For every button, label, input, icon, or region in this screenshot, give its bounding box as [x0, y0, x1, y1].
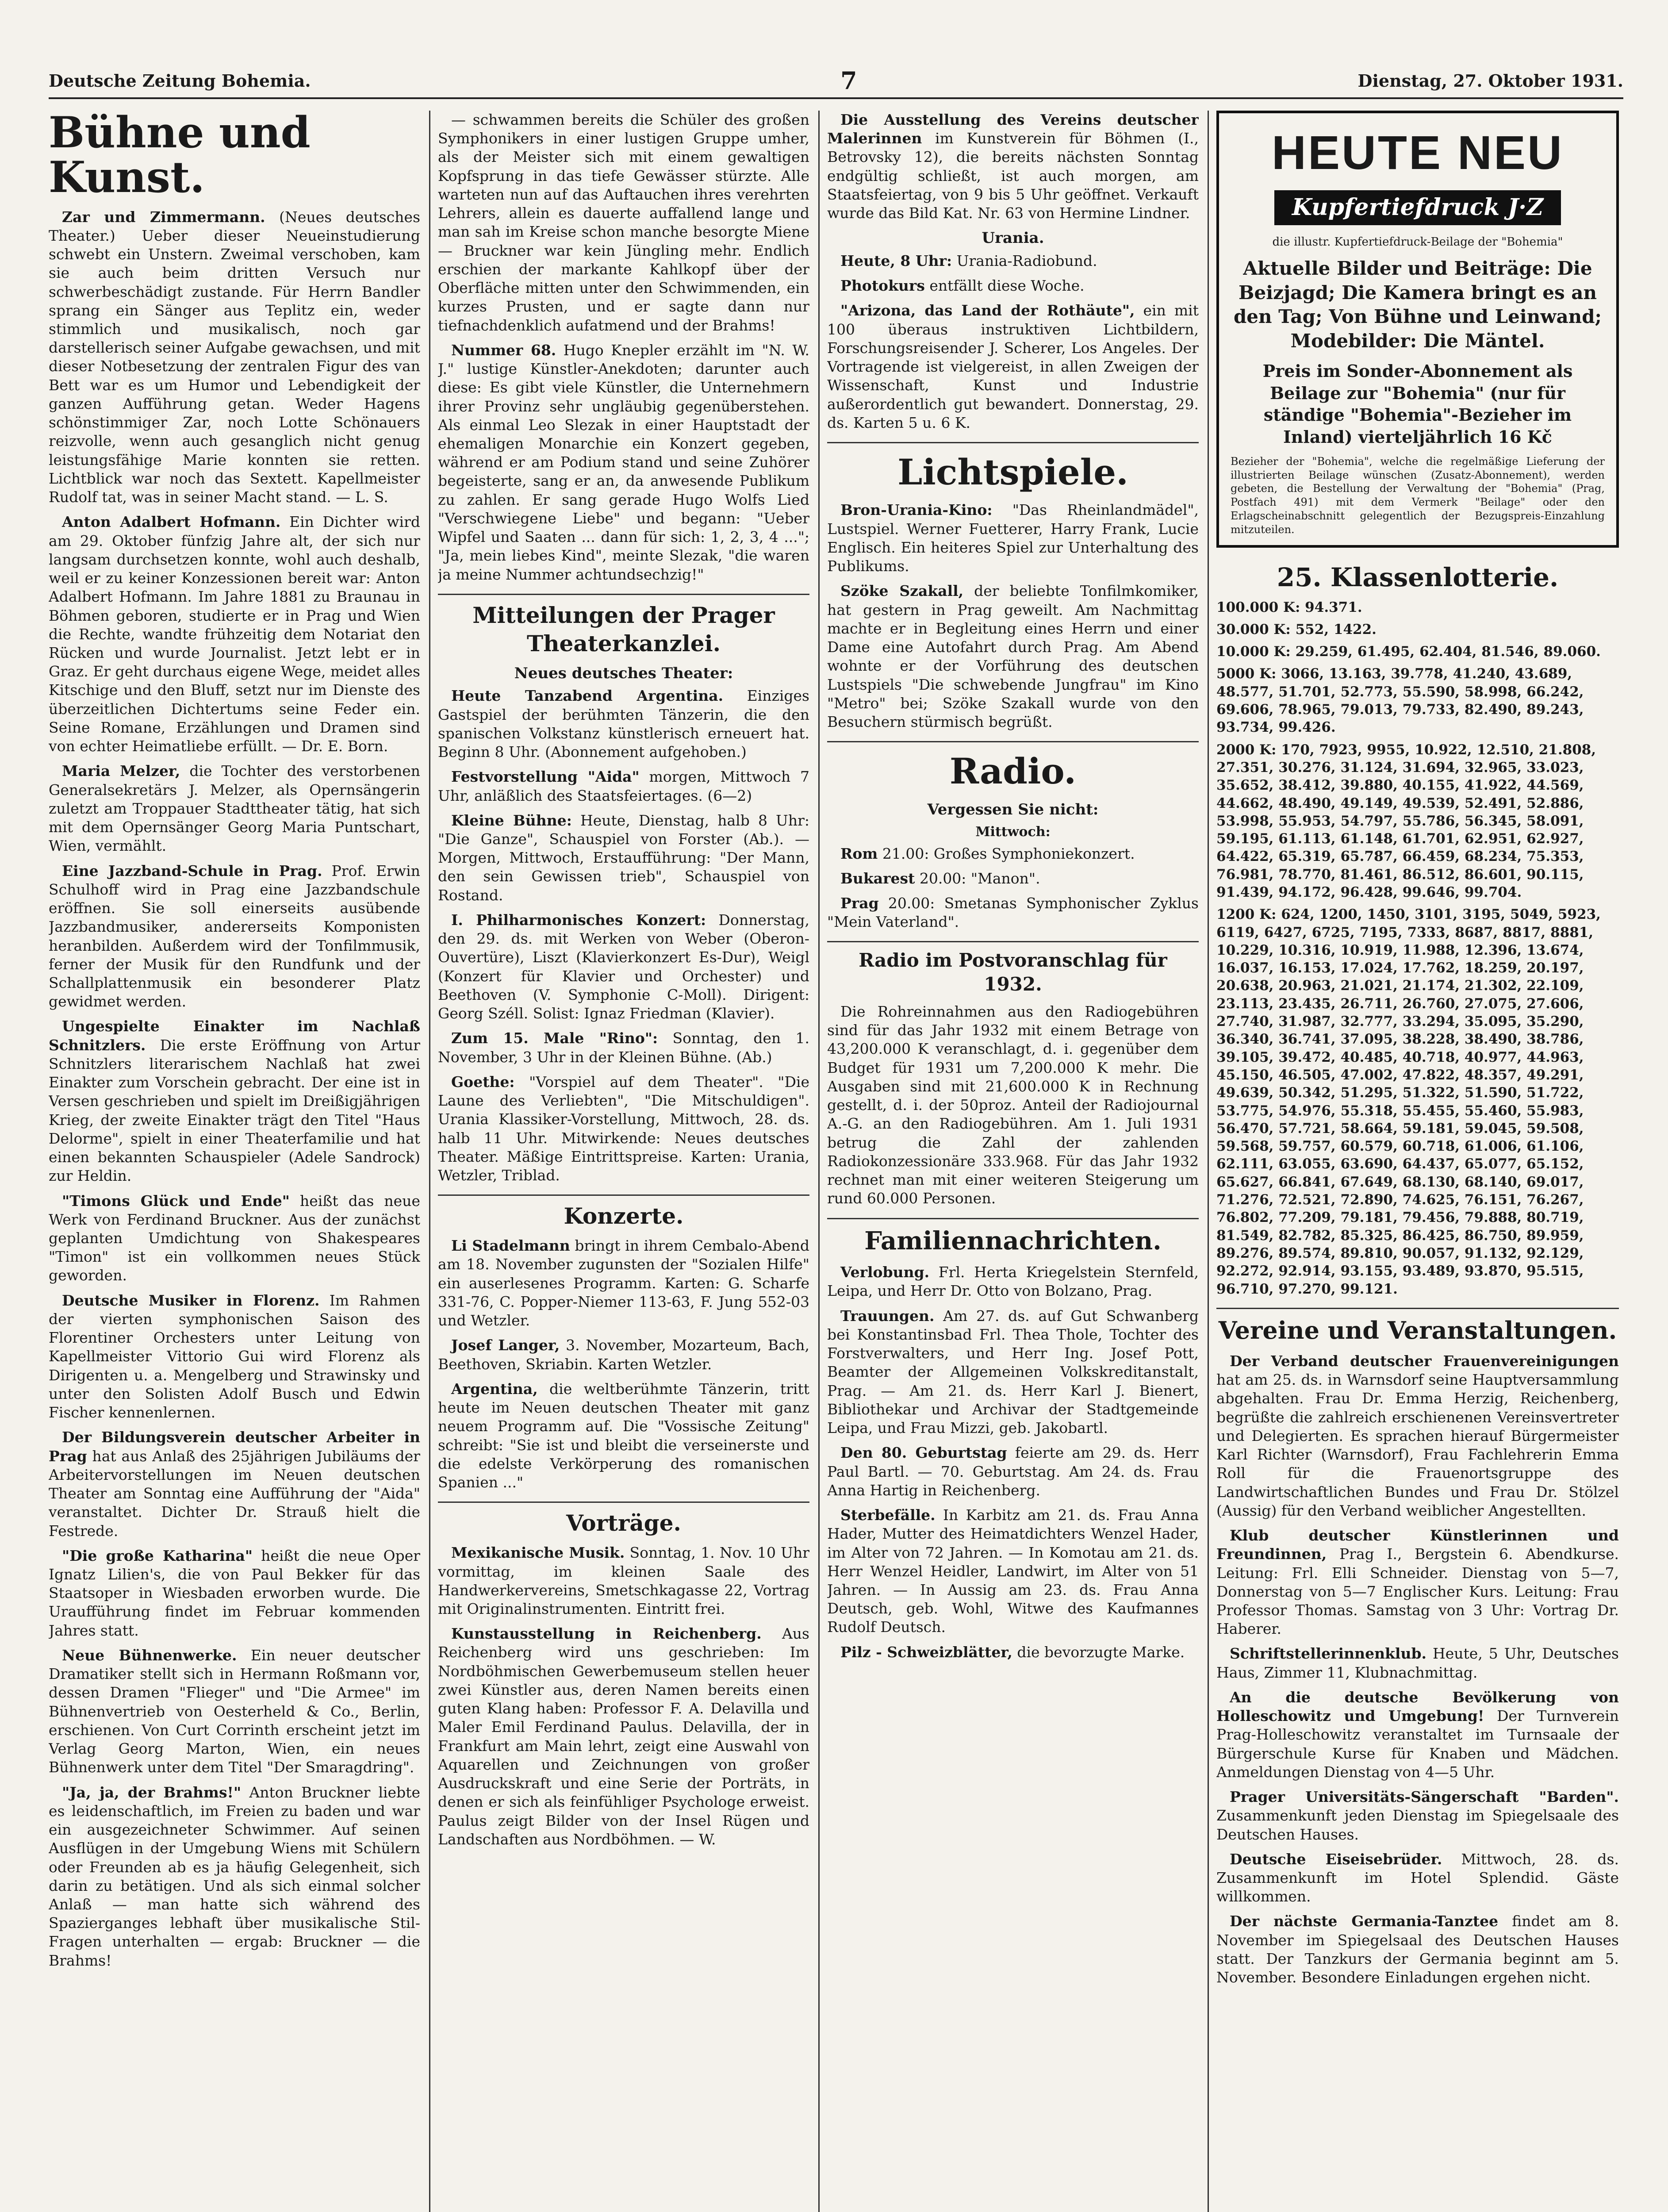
article-heading: Deutsche Eiseisebrüder.	[1230, 1850, 1442, 1868]
article	[438, 1624, 809, 1849]
article-heading: Prag	[840, 895, 879, 912]
article	[49, 1291, 420, 1422]
article-body: Prof. Erwin Schulhoff wird in Prag eine Jazzbandschule eröffnen. Sie soll einerseits ausübende Jazzbandmusiker, andererseits Komponisten heranbilden. Außerdem wird der Tonfilmmusik, ferner der Musik für den Rundfunk und der Schallplattenmusik ein besonderer Platz gewidmet werden.	[49, 862, 420, 1010]
article	[438, 1237, 809, 1330]
article-heading: Heute Tanzabend Argentina.	[451, 687, 724, 705]
article-body: Prag I., Bergstein 6. Abendkurse. Leitung: Frl. Elli Schneider. Dienstag von 5—7, Donnerstag von 5—7 Englischer Kurs. Leitung: Frau Professor Thomas. Samstag von 3 Uhr: Vortrag Dr. Haberer.	[1216, 1545, 1619, 1638]
section-title-vereine: Vereine und Veranstaltungen.	[1216, 1308, 1619, 1346]
lottery-line: 100.000 K: 94.371.	[1216, 599, 1362, 615]
section-title-buehne: Bühne und Kunst.	[49, 111, 311, 202]
lottery-line: 30.000 K: 552, 1422.	[1216, 621, 1377, 637]
article-heading: Mexikanische Musik.	[451, 1544, 625, 1562]
article	[827, 111, 1199, 223]
article	[827, 845, 1199, 863]
article-heading: Verlobung.	[840, 1263, 930, 1281]
article	[438, 768, 809, 805]
article-heading: Kunstausstellung in Reichenberg.	[451, 1625, 762, 1643]
article-heading: "Ja, ja, der Brahms!"	[62, 1783, 242, 1801]
club-notices	[1216, 1352, 1619, 1987]
article-heading: Li Stadelmann	[451, 1237, 570, 1255]
article-heading: Pilz - Schweizblätter,	[840, 1643, 1012, 1661]
article-body: die bevorzugte Marke.	[1012, 1643, 1185, 1661]
article-heading: An die deutsche Bevölkerung von Holleschowitz und Umgebung!	[1216, 1688, 1619, 1725]
article-heading: "Die große Katharina"	[62, 1547, 253, 1564]
subsection-title: Neues deutsches Theater:	[514, 664, 733, 682]
article	[438, 911, 809, 1023]
article-body: Sonntag, den 1. November, 3 Uhr in der Kleinen Bühne. (Ab.)	[438, 1029, 809, 1066]
article-heading: Bukarest	[840, 869, 915, 887]
section-title-urania: Urania.	[982, 229, 1044, 247]
article-heading: Klub deutscher Künstlerinnen und Freundinnen,	[1216, 1527, 1619, 1563]
article	[827, 1506, 1199, 1637]
article-heading: Neue Bühnenwerke.	[62, 1646, 237, 1664]
article	[827, 869, 1199, 888]
article-heading: Maria Melzer,	[62, 762, 180, 780]
lottery-line: 10.000 K: 29.259, 61.495, 62.404, 81.546, 89.060.	[1216, 644, 1601, 660]
article-body: 20.00: Smetanas Symphonischer Zyklus "Mein Vaterland".	[827, 895, 1199, 931]
column-rule	[429, 111, 430, 2212]
column-2	[438, 111, 809, 2212]
article-body: hat am 25. ds. in Warnsdorf seine Hauptversammlung abgehalten. Frau Dr. Emma Herzig, Reichenberg, begrüßte die zahlreich erschienenen Vereinsvertreter und Delegierten. Es sprachen hierauf Bürgermeister Karl Richter (Warnsdorf), Frau Fachlehrerin Emma Roll für die Frauenortsgruppe des Landwirtschaftlichen Bundes und Frau Dr. Stölzel (Aussig) für den Verband weiblicher Angestellten.	[1216, 1371, 1619, 1519]
column-rule	[818, 111, 820, 2212]
article	[827, 582, 1199, 731]
article-body: Heute, Dienstag, halb 8 Uhr: "Die Ganze", Schauspiel von Forster (Ab.). — Morgen, Mittwoch, Erstaufführung: "Der Mann, den sein Gewissen trieb", Schauspiel von Rostand.	[438, 811, 809, 904]
article-body: die Tochter des verstorbenen Generalsekretärs J. Melzer, als Opernsängerin zuletzt am Troppauer Stadttheater tätig, hat sich mit dem Opernsänger Georg Maria Puntschart, Wien, vermählt.	[49, 762, 420, 855]
article	[1216, 1644, 1619, 1682]
article-body: In Karbitz am 21. ds. Frau Anna Hader, Mutter des Heimatdichters Wenzel Hader, im Alter von 72 Jahren. — In Komotau am 21. ds. Herr Wenzel Heidler, Landwirt, im Alter von 51 Jahren. — In Aussig am 23. ds. Frau Anna Deutsch, geb. Wohl, Witwe des Kaufmannes Rudolf Deutsch.	[827, 1506, 1199, 1636]
lottery-results	[1216, 599, 1619, 1298]
article	[438, 1380, 809, 1492]
article-body: Sonntag, 1. Nov. 10 Uhr vormittag, im kleinen Saale des Handwerkervereins, Smetschkagasse 22, Vortrag mit Originalinstrumenten. Eintritt frei.	[438, 1544, 809, 1617]
article-body: 20.00: "Manon".	[915, 869, 1040, 887]
urania-notices	[827, 252, 1199, 432]
article	[1216, 1688, 1619, 1782]
lottery-line: 5000 K: 3066, 13.163, 39.778, 41.240, 43.689, 48.577, 51.701, 52.773, 55.590, 58.998, 66.242, 69.606, 78.965, 79.013, 79.733, 82.490, 89.243, 93.734, 99.426.	[1216, 666, 1584, 736]
column-3	[827, 111, 1199, 2212]
article-heading: Der nächste Germania-Tanztee	[1230, 1912, 1499, 1930]
column-4	[1216, 111, 1619, 2212]
ad-main-text: Aktuelle Bilder und Beiträge: Die Beizjagd; Die Kamera bringt es an den Tag; Von Bühne und Leinwand; Modebilder: Die Mäntel.	[1233, 257, 1602, 352]
article	[49, 513, 420, 756]
newspaper-name: Deutsche Zeitung Bohemia.	[49, 71, 311, 91]
article-heading: Anton Adalbert Hofmann.	[62, 513, 281, 531]
article	[827, 276, 1199, 295]
article	[1216, 1850, 1619, 1906]
article	[438, 1073, 809, 1185]
article-body: heißt die neue Oper Ignatz Lilien's, die von Paul Bekker für das Staatsoper in Wiesbaden erworben wurde. Die Uraufführung findet im Februar kommenden Jahres statt.	[49, 1547, 420, 1639]
article-body: ein mit 100 überaus instruktiven Lichtbildern, Forschungsreisender J. Scherer, Los Angeles. Der Vortragende ist vielgereist, in allen Zweigen der Wissenschaft, Kunst und Industrie außerordentlich gut bewandert. Donnerstag, 29. ds. Karten 5 u. 6 K.	[827, 302, 1199, 431]
article-body: 21.00: Großes Symphoniekonzert.	[878, 845, 1135, 862]
article	[49, 1017, 420, 1185]
article-body: Die erste Eröffnung von Artur Schnitzlers literarischem Nachlaß hat zwei Einakter zum Vorschein gebracht. Der eine ist in Versen geschrieben und spielt im Dreißigjährigen Krieg, der zweite Einakter trägt den Titel "Haus Delorme", spielt in einer Theaterfamilie und hat einen bekannten Schauspieler (Adele Sandrock) zur Heldin.	[49, 1036, 420, 1185]
article	[438, 1544, 809, 1618]
ad-note: Bezieher der "Bohemia", welche die regelmäßige Lieferung der illustrierten Beilage wünschen (Zusatz-Abonnement), werden gebeten, die Bestellung der Verwaltung der "Bohemia" (Prag, Postfach 491) mit dem Vermerk "Beilage" oder den Erlagscheinabschnitt gelegentlich der Bezugspreis-Einzahlung mitzuteilen.	[1231, 455, 1605, 536]
article-body: bringt in ihrem Cembalo-Abend am 18. November zugunsten der "Sozialen Hilfe" ein auserlesenes Programm. Karten: G. Scharfe 331-76, C. Popper-Niemer 113-63, F. Jung 552-03 und Wetzler.	[438, 1237, 809, 1329]
article-continuation: — schwammen bereits die Schüler des großen Symphonikers in einer lustigen Gruppe umher, als der Meister sich mit einem gewaltigen Kopfsprung in das tiefe Gewässer stürzte. Alle warteten nun auf das Auftauchen ihres verehrten Lehrers, allein es dauerte auffallend lange und man sah im Kreise schon manche besorgte Miene — Bruckner war kein Jüngling mehr. Endlich erschien der markante Kahlkopf über der Oberfläche mitten unter den Schwimmenden, ein kurzes Prusten, und er sagte dann nur tiefnachdenklich aufatmend und der Brahms!	[438, 111, 809, 334]
theater-notices	[438, 687, 809, 1185]
column-rule	[1208, 111, 1209, 2212]
article	[49, 862, 420, 1011]
article-heading: Szöke Szakall,	[840, 582, 964, 600]
article-heading: Heute, 8 Uhr:	[840, 252, 952, 269]
article-heading: Ungespielte Einakter im Nachlaß Schnitzlers.	[49, 1018, 420, 1054]
article-heading: Deutsche Musiker in Florenz.	[62, 1291, 320, 1309]
section-title-theaterkanzlei: Mitteilungen der Prager Theaterkanzlei.	[438, 594, 809, 658]
article-heading: Prager Universitäts-Sängerschaft "Barden".	[1230, 1788, 1619, 1806]
article-body: 3. November, Mozarteum, Bach, Beethoven, Skriabin. Karten Wetzler.	[438, 1336, 809, 1373]
article	[49, 208, 420, 507]
advertisement-box	[1216, 111, 1619, 548]
article-body: die weltberühmte Tänzerin, tritt heute im Neuen deutschen Theater mit ganz neuem Programm auf. Die "Vossische Zeitung" schreibt: "Sie ist und bleibt die verseinerste und die edelste Verkörperung des romanischen Spanien ..."	[438, 1380, 809, 1491]
article-heading: "Timons Glück und Ende"	[62, 1192, 290, 1210]
article	[438, 687, 809, 761]
article	[827, 301, 1199, 432]
article	[49, 1646, 420, 1777]
article	[1216, 1526, 1619, 1638]
section-title-familie: Familiennachrichten.	[827, 1218, 1199, 1257]
lottery-line: 1200 K: 624, 1200, 1450, 3101, 3195, 5049, 5923, 6119, 6427, 6725, 7195, 7333, 8687, 8817, 8881, 10.229, 10.316, 10.919, 11.988, 12.396, 13.674, 16.037, 16.153, 17.024, 17.762, 18.259, 20.197, 20.638, 20.963, 21.021, 21.174, 21.302, 22.109, 23.113, 23.435, 26.711, 26.760, 27.075, 27.606, 27.740, 31.987, 32.777, 33.294, 35.095, 35.290, 36.340, 36.741, 37.095, 38.228, 38.490, 38.786, 39.105, 39.472, 40.485, 40.718, 40.977, 44.963, 45.150, 46.505, 47.002, 47.822, 48.357, 49.291, 49.639, 50.342, 51.295, 51.322, 51.590, 51.722, 53.775, 54.976, 55.318, 55.455, 55.460, 55.983, 56.470, 57.721, 58.664, 59.181, 59.045, 59.508, 59.568, 59.757, 60.579, 60.718, 61.006, 61.106, 62.111, 63.055, 63.690, 64.437, 65.077, 65.152, 65.627, 66.841, 67.649, 68.130, 68.140, 69.017, 71.276, 72.521, 72.890, 74.625, 76.151, 76.267, 76.802, 77.209, 79.181, 79.456, 79.888, 80.719, 81.549, 82.782, 85.325, 86.425, 86.750, 89.959, 89.276, 89.574, 89.810, 90.057, 91.132, 92.129, 92.272, 92.914, 93.155, 93.489, 93.870, 95.515, 96.710, 97.270, 99.121.	[1216, 906, 1601, 1297]
article-body: morgen, Mittwoch 7 Uhr, anläßlich des Staatsfeiertages. (6—2)	[438, 768, 809, 804]
article-body: Heute, 5 Uhr, Deutsches Haus, Zimmer 11, Klubnachmittag.	[1216, 1645, 1619, 1681]
section-title-voranschlag: Radio im Postvoranschlag für 1932.	[827, 941, 1199, 996]
article-heading: Photokurs	[840, 277, 925, 295]
section-title-lotterie: 25. Klassenlotterie.	[1277, 562, 1559, 593]
article-heading: Die Ausstellung des Vereins deutscher Malerinnen	[827, 111, 1199, 147]
article-body: Zusammenkunft jeden Dienstag im Spiegelsaale des Deutschen Hauses.	[1216, 1807, 1619, 1843]
article-heading: Trauungen.	[840, 1307, 935, 1325]
article-body: Am 27. ds. auf Gut Schwanberg bei Konstantinsbad Frl. Thea Thole, Tochter des Forstverwalters, und Herr Ing. Josef Pott, Beamter der Allgemeinen Volkskreditanstalt, Prag. — Am 21. ds. Herr Karl J. Bienert, Bibliothekar und Archivar der Stadtgemeinde Leipa, und Frau Mizzi, geb. Jakobartl.	[827, 1307, 1199, 1437]
cinema-notices	[827, 501, 1199, 731]
article-heading: Argentina,	[451, 1380, 538, 1398]
article-body: "Das Rheinlandmädel", Lustspiel. Werner Fuetterer, Harry Frank, Lucie Englisch. Ein heiteres Spiel zur Unterhaltung des Publikums.	[827, 501, 1199, 575]
article	[49, 1783, 420, 1970]
article-heading: Der Verband deutscher Frauenvereinigungen	[1230, 1352, 1619, 1370]
article	[827, 501, 1199, 576]
article	[1216, 1912, 1619, 1987]
page-header	[49, 66, 1623, 99]
article-heading: Nummer 68.	[451, 341, 556, 359]
section-title-lichtspiele: Lichtspiele.	[827, 442, 1199, 495]
article-body: Einziges Gastspiel der berühmten Tänzerin, die den spanischen Volkstanz künstlerisch erneuert hat. Beginn 8 Uhr. (Abonnement aufgehoben.)	[438, 687, 809, 761]
article	[827, 1643, 1199, 1662]
article-body: der beliebte Tonfilmkomiker, hat gestern in Prag geweilt. Am Nachmittag machte er in Begleitung eines Herrn und einer Dame eine Autofahrt durch Prag. Am Abend wohnte er der Vorführung des deutschen Lustspiels "Die schwebende Jungfrau" im Kino "Metro" bei; Szöke Szakall wurde von den Besuchern stürmisch begrüßt.	[827, 582, 1199, 730]
section-title-radio: Radio.	[827, 741, 1199, 794]
article-heading: Bron-Urania-Kino:	[840, 501, 993, 519]
page-number: 7	[840, 66, 857, 95]
article-body: feierte am 29. ds. Herr Paul Bartl. — 70. Geburtstag. Am 24. ds. Frau Anna Hartig in Reichenberg.	[827, 1444, 1199, 1499]
article-heading: Goethe:	[451, 1073, 515, 1091]
article-heading: Eine Jazzband-Schule in Prag.	[62, 862, 322, 879]
article-heading: "Arizona, das Land der Rothäute",	[840, 302, 1135, 319]
concert-notices	[438, 1237, 809, 1492]
section-title-vortraege: Vorträge.	[438, 1502, 809, 1537]
article	[827, 1444, 1199, 1500]
article-body: Im Rahmen der vierten symphonischen Saison des Florentiner Orchesters unter Leitung von Kapellmeister Vittorio Gui wird Florenz als Dirigenten u. a. Mengelberg und Strawinsky und unter den Solisten Adolf Busch und Edwin Fischer kennenlernen.	[49, 1291, 420, 1421]
section-title-konzerte: Konzerte.	[438, 1194, 809, 1230]
article-heading: Festvorstellung "Aida"	[451, 768, 640, 786]
issue-date: Dienstag, 27. Oktober 1931.	[1357, 71, 1623, 91]
article-body: Hugo Knepler erzählt im "N. W. J." lustige Künstler-Anekdoten; darunter auch diese: Es gibt viele Künstler, die Unternehmern ihrer Provinz sehr ungläubig gegenüberstehen. Als einmal Leo Slezak in einer Hauptstadt der ehemaligen Monarchie ein Konzert gegeben, während er am Podium stand und seine Zuhörer begeisterte, sang er an, da anwesende Publikum zu zahlen. Er sang gerade Hugo Wolfs Lied "Verschwiegene Liebe" und begann: "Ueber Wipfel und Saaten ... dann für sich: 1, 2, 3, 4 ..."; "Ja, mein liebes Kind", meinte Slezak, "die waren ja meine Nummer achtundsechzig!"	[438, 341, 809, 583]
article	[438, 811, 809, 905]
article	[827, 894, 1199, 931]
article-heading: Den 80. Geburtstag	[840, 1444, 1007, 1462]
article	[49, 1547, 420, 1640]
article-heading: Zum 15. Male "Rino":	[451, 1029, 658, 1047]
article	[1216, 1788, 1619, 1844]
ad-title: HEUTE NEU	[1271, 126, 1564, 179]
article-heading: Zar und Zimmermann.	[62, 208, 265, 226]
article	[827, 252, 1199, 270]
article-body: im Kunstverein für Böhmen (I., Betrovsky 12), die bereits nächsten Sonntag endgültig schließt, ist auch morgen, am Staatsfeiertag, von 9 bis 5 Uhr geöffnet. Verkauft wurde das Bild Kat. Nr. 63 von Hermine Lindner.	[827, 130, 1199, 222]
article-body: Ein neuer deutscher Dramatiker stellt sich in Hermann Roßmann vor, dessen Dramen "Flieger" und "Die Armee" im Bühnenvertrieb von Oesterheld & Co., Berlin, erschienen. Von Curt Corrinth erscheint jetzt im Verlag Georg Marton, Wien, ein neues Bühnenwerk unter dem Titel "Der Smaragdring".	[49, 1646, 420, 1776]
article	[438, 341, 809, 584]
article	[1216, 1352, 1619, 1520]
ad-price: Preis im Sonder-Abonnement als Beilage zur "Bohemia" (nur für ständige "Bohemia"-Bezieher im Inland) vierteljährlich 16 Kč	[1262, 361, 1573, 447]
article-heading: Sterbefälle.	[840, 1506, 936, 1524]
article	[438, 1029, 809, 1066]
article	[827, 1307, 1199, 1438]
article	[827, 1263, 1199, 1300]
article-heading: I. Philharmonisches Konzert:	[451, 911, 706, 929]
article-body: Donnerstag, den 29. ds. mit Werken von Weber (Oberon-Ouvertüre), Liszt (Klavierkonzert Es-Dur), Weigl (Konzert für Klavier und Orchester) und Beethoven (V. Symphonie C-Moll). Dirigent: Georg Széll. Solist: Ignaz Friedman (Klavier).	[438, 911, 809, 1022]
article-body: "Vorspiel auf dem Theater". "Die Laune des Verliebten", "Die Mitschuldigen". Urania Klassiker-Vorstellung, Mittwoch, 28. ds. halb 11 Uhr. Mitwirkende: Neues deutsches Theater. Mäßige Eintrittspreise. Karten: Urania, Wetzler, Triblad.	[438, 1073, 809, 1184]
article-list	[438, 341, 809, 584]
article	[438, 1336, 809, 1373]
article-heading: Schriftstellerinnenklub.	[1230, 1645, 1427, 1663]
article	[49, 762, 420, 855]
article-body: Frl. Herta Kriegelstein Sternfeld, Leipa, und Herr Dr. Otto von Bolzano, Prag.	[827, 1263, 1199, 1300]
article-body: (Neues deutsches Theater.) Ueber dieser Neueinstudierung schwebt ein Unstern. Zweimal verschoben, kam sie auch beim dritten Versuch nur schwerbeschädigt zustande. Für Herrn Bandler sprang ein Sänger aus Teplitz ein, weder stimmlich und musikalisch, noch gar darstellerisch seiner Aufgabe gewachsen, und mit dieser Notbesetzung der zentralen Figur des van Bett war es um Humor und Lebendigkeit der ganzen Aufführung getan. Weder Hagens schönstimmiger Zar, noch Lotte Schönauers reizvolle, wenn auch gesanglich nicht genug leistungsfähige Marie konnten sie retten. Lichtblick war noch das Sextett. Kapellmeister Rudolf tat, was in seiner Macht stand. — L. S.	[49, 208, 420, 506]
voranschlag-text: Die Rohreinnahmen aus den Radiogebühren sind für das Jahr 1932 mit einem Betrage von 43,200.000 K veranschlagt, d. i. gegenüber dem Budget für 1931 um 7,200.000 K mehr. Die Ausgaben sind mit 21,600.000 K in Rechnung gestellt, d. i. der 50proz. Anteil der Radiojournal A.-G. an den Radiogebühren. Am 1. Juli 1931 betrug die Zahl der zahlenden Radiokonzessionäre 333.968. Für das Jahr 1932 rechnet man mit einer weiteren Steigerung um rund 60.000 Personen.	[827, 1002, 1199, 1207]
radio-subtitle: Vergessen Sie nicht:	[927, 800, 1099, 818]
article-body: Ein Dichter wird am 29. Oktober fünfzig Jahre alt, der sich nur langsam durchsetzen konnte, wohl auch deshalb, weil er zu keiner Konzessionen bereit war: Anton Adalbert Hofmann. Im Jahre 1881 zu Braunau in Böhmen geboren, studierte er in Prag und Wien die Rechte, wandte frühzeitig dem Notariat den Rücken und wurde Journalist. Jetzt lebt er in Graz. Er geht durchaus eigene Wege, meidet alles Kitschige und den Bluff, setzt nur im Dienste des überzeitlichen Dichtertums seine Feder ein. Seine Romane, Erzählungen und Dramen sind von echter Heimatliebe erfüllt. — Dr. E. Born.	[49, 513, 420, 755]
article-body: Aus Reichenberg wird uns geschrieben: Im Nordböhmischen Gewerbemuseum stellen heuer zwei Künstler aus, deren Namen bereits einen guten Klang haben: Professor F. A. Delavilla und Maler Emil Ferdinand Paulus. Delavilla, der in Frankfurt am Main lehrt, zeigt eine Auswahl von Aquarellen und Zeichnungen von großer Ausdruckskraft und eine Serie der Porträts, in denen er sich als feinfühliger Psychologe erweist. Paulus zeigt Bilder von der Insel Rügen und Landschaften aus Nordböhmen. — W.	[438, 1625, 809, 1848]
radio-day: Mittwoch:	[975, 824, 1051, 840]
lottery-line: 2000 K: 170, 7923, 9955, 10.922, 12.510, 21.808, 27.351, 30.276, 31.124, 31.694, 32.965, 33.023, 35.652, 38.412, 39.880, 40.155, 41.922, 44.569, 44.662, 48.490, 49.149, 49.539, 52.491, 52.886, 53.998, 55.953, 54.797, 55.786, 56.345, 58.091, 59.195, 61.113, 61.148, 61.701, 62.951, 62.927, 64.422, 65.319, 65.787, 66.459, 68.234, 75.353, 76.981, 78.770, 81.461, 86.512, 86.601, 90.115, 91.439, 94.172, 96.428, 99.646, 99.704.	[1216, 741, 1596, 900]
article-body: Anton Bruckner liebte es leidenschaftlich, im Freien zu baden und war ein ausgezeichneter Schwimmer. Auf seinen Ausflügen in der Umgebung Wiens mit Schülern oder Freunden ab es ja häufig Gelegenheit, sich darin zu betätigen. Und als sich einmal solcher Anlaß — man hatte sich während des Spazierganges lebhaft über musikalische Stil-Fragen unterhalten — ergab: Bruckner — die Brahms!	[49, 1783, 420, 1969]
lecture-notices	[438, 1544, 809, 1849]
article-body: heißt das neue Werk von Ferdinand Bruckner. Aus der zunächst geplanten Umdichtung von Shakespeares "Timon" ist ein vollkommen neues Stück geworden.	[49, 1192, 420, 1284]
article-heading: Rom	[840, 845, 878, 862]
ad-logo: Kupfertiefdruck J·Z	[1274, 190, 1561, 225]
article-body: hat aus Anlaß des 25jährigen Jubiläums der Arbeitervorstellungen im Neuen deutschen Theater am Sonntag eine Aufführung der "Aida" veranstaltet. Dichter Dr. Strauß hielt die Festrede.	[49, 1447, 420, 1540]
article-heading: Kleine Bühne:	[451, 811, 572, 829]
article-heading: Josef Langer,	[451, 1336, 560, 1354]
ad-subtitle: die illustr. Kupfertiefdruck-Beilage der "Bohemia"	[1272, 235, 1563, 249]
family-notices	[827, 1263, 1199, 1662]
article-body: Mittwoch, 28. ds. Zusammenkunft im Hotel Splendid. Gäste willkommen.	[1216, 1850, 1619, 1905]
article-body: Der Turnverein Prag-Holleschowitz veranstaltet im Turnsaale der Bürgerschule Kurse für Knaben und Mädchen. Anmeldungen Dienstag von 4—5 Uhr.	[1216, 1707, 1619, 1781]
article-heading: Der Bildungsverein deutscher Arbeiter in Prag	[49, 1429, 420, 1465]
article-body: Urania-Radiobund.	[952, 252, 1097, 269]
article-list	[49, 208, 420, 1970]
article	[49, 1428, 420, 1540]
radio-listing	[827, 845, 1199, 932]
column-1	[49, 111, 420, 2212]
article-list	[827, 111, 1199, 223]
article	[49, 1192, 420, 1285]
article-body: findet am 8. November im Spiegelsaal des Deutschen Hauses statt. Der Tanzkurs der Germania beginnt am 5. November. Besondere Einladungen ergehen nicht.	[1216, 1912, 1619, 1986]
article-body: entfällt diese Woche.	[924, 277, 1085, 295]
